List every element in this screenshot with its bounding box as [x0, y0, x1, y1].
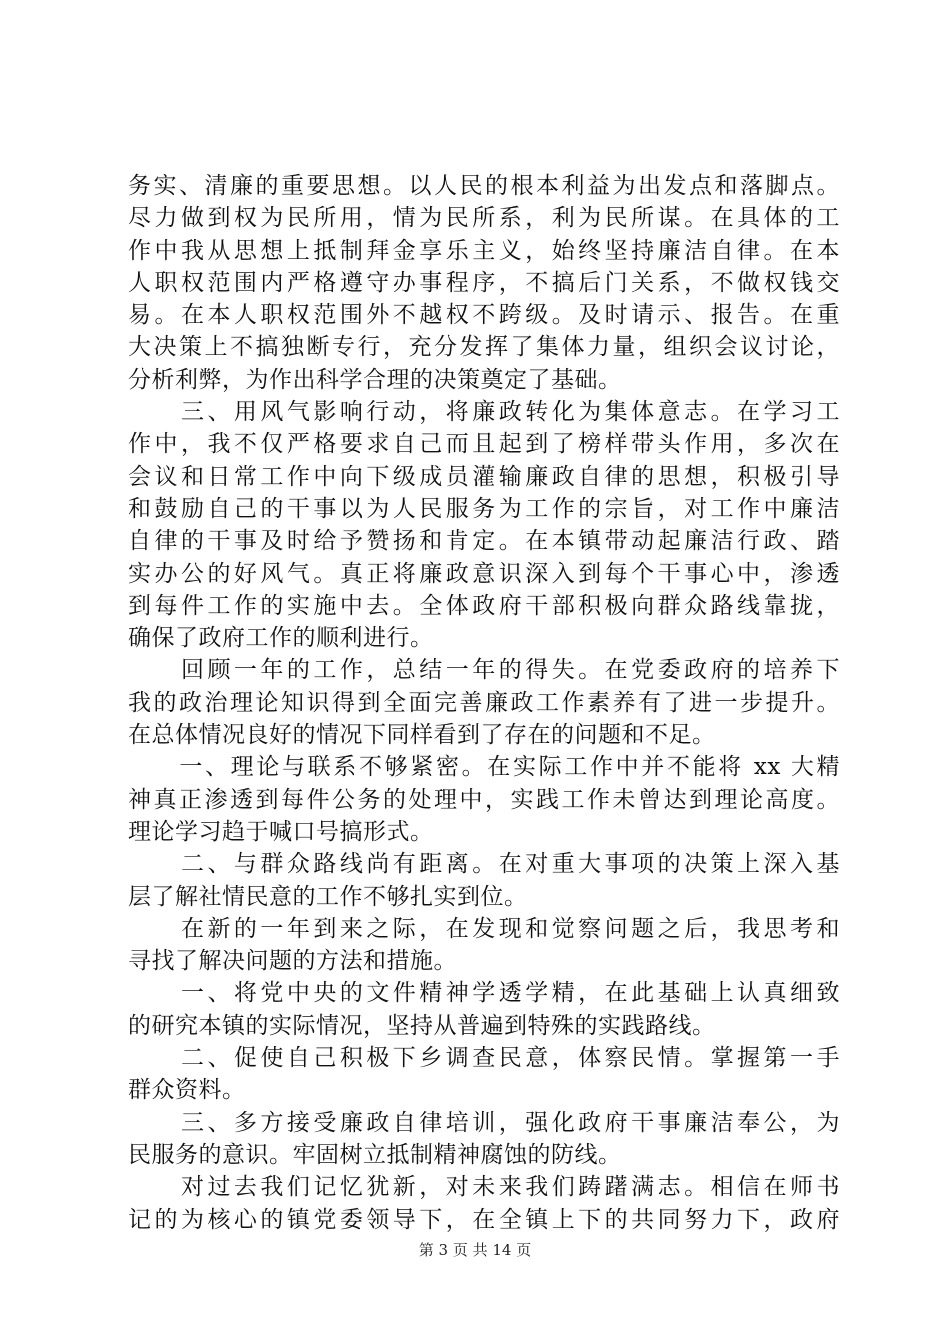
text-line: 民服务的意识。牢固树立抵制精神腐蚀的防线。: [128, 1141, 622, 1168]
text-line: 在新的一年到来之际，在发现和觉察问题之后，我思考和: [128, 915, 840, 942]
text-line: 作中，我不仅严格要求自己而且起到了榜样带头作用，多次在: [128, 431, 840, 458]
text-line: 一、理论与联系不够紧密。在实际工作中并不能将 xx 大精: [128, 754, 840, 781]
text-line: 到每件工作的实施中去。全体政府干部积极向群众路线靠拢，: [128, 592, 840, 619]
text-line: 易。在本人职权范围外不越权不跨级。及时请示、报告。在重: [128, 302, 840, 329]
text-line: 人职权范围内严格遵守办事程序，不搞后门关系，不做权钱交: [128, 269, 840, 296]
text-line: 层了解社情民意的工作不够扎实到位。: [128, 883, 528, 910]
text-line: 神真正渗透到每件公务的处理中，实践工作未曾达到理论高度。: [128, 786, 840, 813]
text-line: 在总体情况良好的情况下同样看到了存在的问题和不足。: [128, 722, 716, 749]
text-line: 和鼓励自己的干事以为人民服务为工作的宗旨，对工作中廉洁: [128, 495, 840, 522]
text-line: 三、用风气影响行动，将廉政转化为集体意志。在学习工: [128, 399, 840, 426]
text-line: 尽力做到权为民所用，情为民所系，利为民所谋。在具体的工: [128, 205, 840, 232]
text-line: 三、多方接受廉政自律培训，强化政府干事廉洁奉公，为: [128, 1109, 840, 1136]
text-line: 二、与群众路线尚有距离。在对重大事项的决策上深入基: [128, 851, 840, 878]
text-line: 回顾一年的工作，总结一年的得失。在党委政府的培养下: [128, 657, 840, 684]
text-line: 寻找了解决问题的方法和措施。: [128, 948, 457, 975]
text-line: 一、将党中央的文件精神学透学精，在此基础上认真细致: [128, 980, 840, 1007]
text-line: 记的为核心的镇党委领导下，在全镇上下的共同努力下，政府: [128, 1206, 840, 1233]
text-line: 对过去我们记忆犹新，对未来我们踌躇满志。相信在师书: [128, 1174, 840, 1201]
text-line: 作中我从思想上抵制拜金享乐主义，始终坚持廉洁自律。在本: [128, 237, 840, 264]
text-line: 分析利弊，为作出科学合理的决策奠定了基础。: [128, 366, 622, 393]
text-line: 务实、清廉的重要思想。以人民的根本利益为出发点和落脚点。: [128, 173, 840, 199]
body-text: [128, 170, 840, 1236]
text-line: 理论学习趋于喊口号搞形式。: [128, 818, 434, 845]
text-line: 实办公的好风气。真正将廉政意识深入到每个干事心中，渗透: [128, 560, 840, 587]
text-line: 确保了政府工作的顺利进行。: [128, 625, 434, 652]
page-footer: 第 3 页 共 14 页: [418, 1241, 532, 1259]
text-line: 自律的干事及时给予赞扬和肯定。在本镇带动起廉洁行政、踏: [128, 528, 840, 555]
text-line: 会议和日常工作中向下级成员灌输廉政自律的思想，积极引导: [128, 463, 840, 490]
text-line: 的研究本镇的实际情况，坚持从普遍到特殊的实践路线。: [128, 1012, 716, 1039]
text-line: 大决策上不搞独断专行，充分发挥了集体力量，组织会议讨论，: [128, 334, 840, 361]
text-line: 我的政治理论知识得到全面完善廉政工作素养有了进一步提升。: [128, 689, 840, 716]
text-line: 群众资料。: [128, 1077, 246, 1104]
text-line: 二、促使自己积极下乡调查民意，体察民情。掌握第一手: [128, 1045, 840, 1072]
